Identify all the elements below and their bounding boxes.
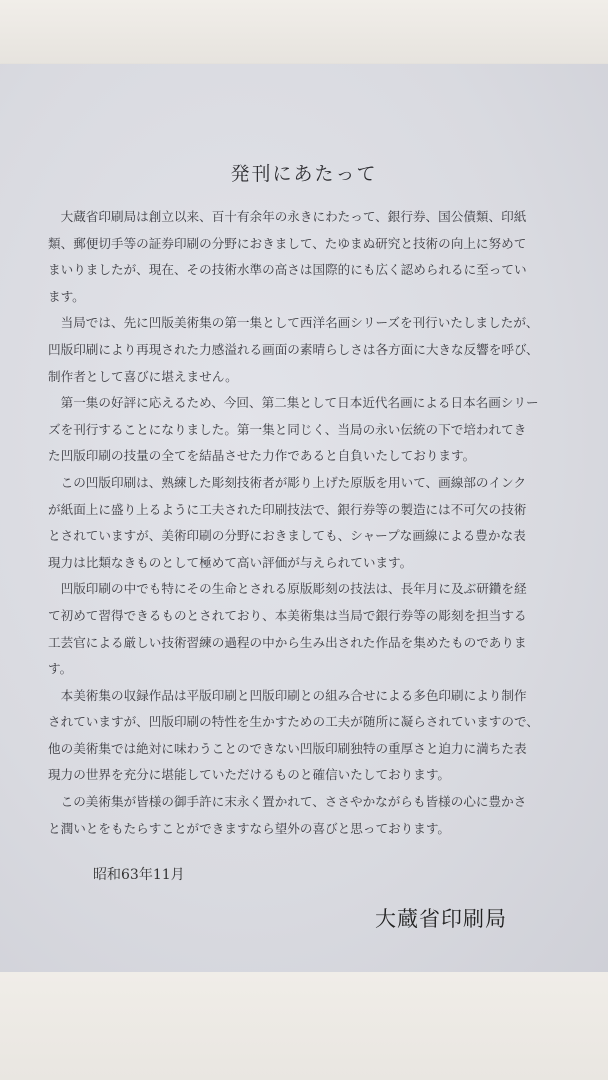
background-surface-top [0,0,608,66]
paragraph-line: ます。 [48,288,85,304]
paragraph-line: す。 [48,661,73,677]
paragraph [48,576,560,682]
paragraph-line: されていますが、凹版印刷の特性を生かすための工夫が随所に凝らされていますので、 [48,714,539,730]
paragraph-line: ズを刊行することになりました。第一集と同じく、当局の永い伝統の下で培われてき [48,421,527,437]
paragraph-line: 第一集の好評に応えるため、今回、第二集として日本近代名画による日本名画シリー [48,395,539,411]
document-signature: 大蔵省印刷局 [375,907,507,932]
paragraph-line: た凹版印刷の技量の全てを結晶させた力作であると自負いたしております。 [48,448,476,464]
paragraph-line: この凹版印刷は、熟練した彫刻技術者が彫り上げた原版を用いて、画線部のインク [48,474,527,490]
paragraph-line: 制作者として喜びに堪えません。 [48,368,238,384]
document-content [48,160,560,934]
paragraph-line: まいりましたが、現在、その技術水準の高さは国際的にも広く認められるに至ってい [48,262,527,278]
paragraph [48,789,560,842]
paragraph [48,310,560,390]
paragraph-line: 凹版印刷により再現された力感溢れる画面の素晴らしさは各方面に大きな反響を呼び、 [48,341,539,357]
paragraph-line: と潤いとをもたらすことができますなら望外の喜びと思っております。 [48,820,450,836]
paragraph [48,683,560,789]
paragraph-line: 工芸官による厳しい技術習練の過程の中から生み出された作品を集めたものでありま [48,634,527,650]
paragraph [48,204,560,310]
paragraph-line: 当局では、先に凹版美術集の第一集として西洋名画シリーズを刊行いたしましたが、 [48,315,539,331]
background-surface-bottom [0,972,608,1080]
paragraph-line: て初めて習得できるものとされており、本美術集は当局で銀行券等の彫刻を担当する [48,607,527,623]
paragraph-line: とされていますが、美術印刷の分野におきましても、シャープな画線による豊かな表 [48,528,526,544]
document-date: 昭和63年11月 [93,867,185,884]
document-title: 発刊にあたって [230,163,378,185]
paragraph-line: 大蔵省印刷局は創立以来、百十有余年の永きにわたって、銀行券、国公債類、印紙 [48,209,527,224]
paragraph-line: 類、郵便切手等の証券印刷の分野におきまして、たゆまぬ研究と技術の向上に努めて [48,235,527,251]
paragraph-line: 他の美術集では絶対に味わうことのできない凹版印刷独特の重厚さと迫力に満ちた表 [48,740,527,756]
paragraph-line: が紙面上に盛り上るように工夫された印刷技法で、銀行券等の製造には不可欠の技術 [48,501,527,517]
document-body [48,204,560,842]
paragraph-line: 現力の世界を充分に堪能していただけるものと確信いたしております。 [48,767,450,783]
paragraph-line: 凹版印刷の中でも特にその生命とされる原版彫刻の技法は、長年月に及ぶ研鑽を経 [48,581,527,597]
paragraph-line: 現力は比類なきものとして極めて高い評価が与えられています。 [48,554,413,570]
paragraph-line: 本美術集の収録作品は平版印刷と凹版印刷との組み合せによる多色印刷により制作 [48,687,527,703]
paragraph [48,390,560,470]
paragraph [48,470,560,576]
paragraph-line: この美術集が皆様の御手許に末永く置かれて、ささやかながらも皆様の心に豊かさ [48,794,527,810]
